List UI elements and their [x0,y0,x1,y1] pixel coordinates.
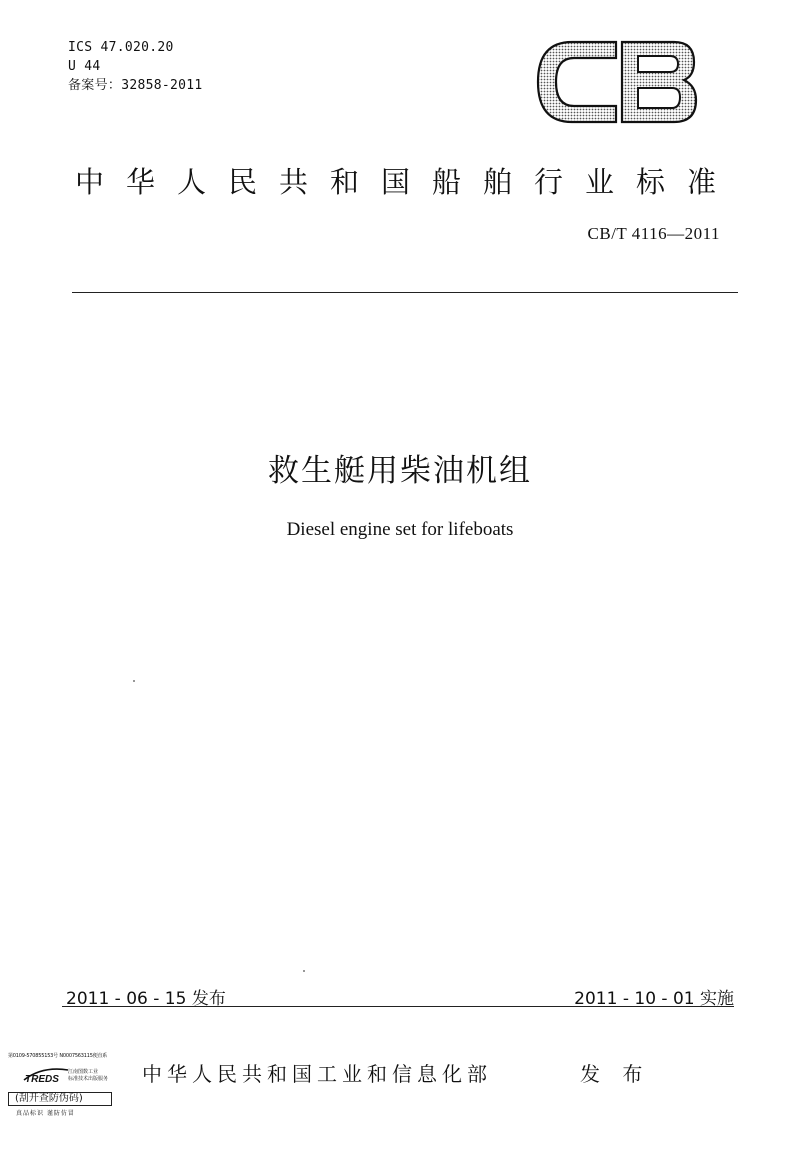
bottom-divider [62,1006,734,1007]
issue-date: 2011 - 06 - 15 发布 [66,989,226,1009]
standard-number: CB/T 4116—2011 [587,224,720,243]
stamp-publisher-line-1: 江南图数工业 [68,1069,99,1075]
scan-speck [303,970,305,972]
stamp-publisher-line-2: 标准技术出版服务 [68,1076,109,1082]
ics-code: ICS 47.020.20 [68,40,174,55]
effective-date: 2011 - 10 - 01 实施 [574,989,734,1009]
svg-text:TREDS: TREDS [25,1074,59,1085]
document-title-en: Diesel engine set for lifeboats [286,519,514,540]
standard-category-title: 中华人民共和国船舶行业标准 [75,165,739,199]
stamp-footer: 真品标识 谨防仿冒 [16,1110,75,1117]
treds-logo-icon [22,1064,70,1086]
scan-speck [133,680,135,682]
publish-label: 发 布 [580,1062,651,1086]
document-title-zh: 救生艇用柴油机组 [268,453,532,489]
stamp-serial: 第0109-570855153号 N0007563115便直系 [8,1053,108,1059]
cb-logo [534,36,700,128]
document-codes [68,38,202,95]
top-divider [72,292,738,293]
issuing-authority: 中华人民共和国工业和信息化部 [142,1062,492,1086]
scratch-code-box: (刮开查防伪码) [8,1092,112,1106]
cb-standard-logo-icon [534,36,700,128]
anti-counterfeit-stamp [8,1052,113,1124]
stamp-logo-row [8,1062,113,1090]
class-code: U 44 [68,59,101,74]
filing-number: 备案号：32858-2011 [68,78,203,93]
